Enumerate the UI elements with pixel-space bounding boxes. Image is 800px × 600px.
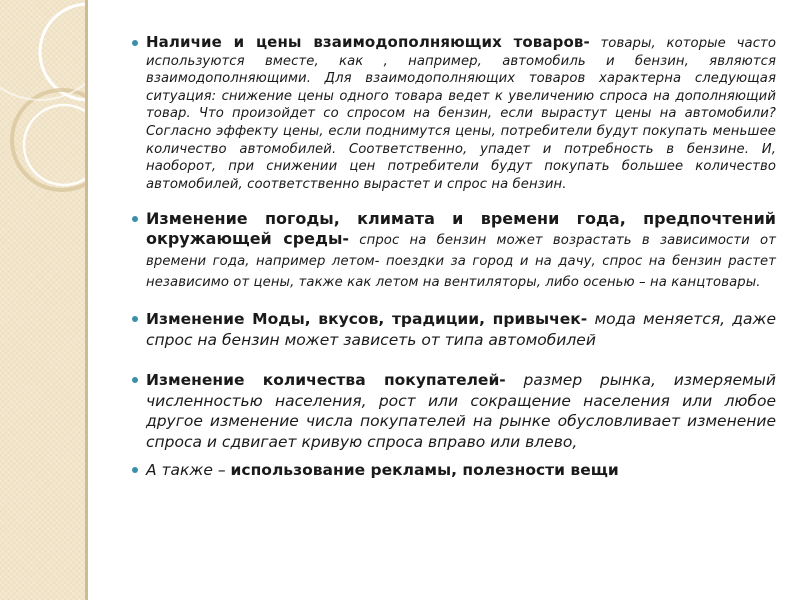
item-heading: использование рекламы, полезности вещи — [230, 461, 619, 480]
item-heading: Изменение Моды, вкусов, традиции, привычек- — [146, 310, 588, 329]
item-text: товары, которые часто используются вместе, как , например, автомобиль и бензин, являются взаимодополняющими. Для взаимодополняющих товаров характерна следующая ситуация: снижение цены одного товара ведет к увеличению спроса на дополняющий товар. Что произойдет со спросом на бензин, если вырастут цены на автомобили? Согласно эффекту цены, если поднимутся цены, потребители будут покупать меньшее количество автомобилей. Соответственно, упадет и потребность в бензине. И, наоборот, при снижении цен потребители будут покупать большее количество автомобилей, соответственно вырастет и спрос на бензин. — [146, 36, 776, 192]
bullet-dot-icon — [132, 216, 138, 222]
item-text: спрос на бензин может возрастать в зависимости от времени года, например летом- поездки за город и на дачу, спрос на бензин растет независимо от цены, также как летом на вентиляторы, либо осенью – на канцтовары. — [146, 233, 776, 290]
item-heading: Наличие и цены взаимодополняющих товаров- — [146, 33, 590, 51]
item-text: размер рынка, измеряемый численностью населения, рост или сокращение населения или любое другое изменение числа покупателей на рынке обусловливает изменение спроса и сдвигает кривую спроса вправо или влево, — [146, 371, 776, 451]
bullet-dot-icon — [132, 316, 138, 322]
decorative-ring-large — [0, 0, 88, 100]
slide-content — [132, 34, 776, 481]
decorative-rings-graphic — [0, 0, 88, 600]
item-heading: Изменение количества покупателей- — [146, 371, 506, 390]
item-heading: Изменение погоды, климата и времени года, предпочтений окружающей среды- — [146, 209, 776, 249]
bullet-item-advertising — [132, 460, 776, 481]
bullet-dot-icon — [132, 467, 138, 473]
decorative-ring-inner — [24, 105, 88, 185]
item-prefix: А также – — [146, 461, 231, 480]
bullet-item-complementary-goods — [132, 34, 776, 193]
item-text: мода меняется, даже спрос на бензин может зависеть от типа автомобилей — [146, 310, 777, 349]
bullet-item-weather-climate — [132, 209, 776, 291]
band-edge-line — [85, 0, 88, 600]
decorative-side-band — [0, 0, 88, 600]
bullet-item-fashion-tastes — [132, 309, 776, 350]
bullet-item-number-of-buyers — [132, 370, 776, 452]
bullet-dot-icon — [132, 377, 138, 383]
bullet-dot-icon — [132, 40, 138, 46]
decorative-ring-top — [40, 4, 88, 100]
